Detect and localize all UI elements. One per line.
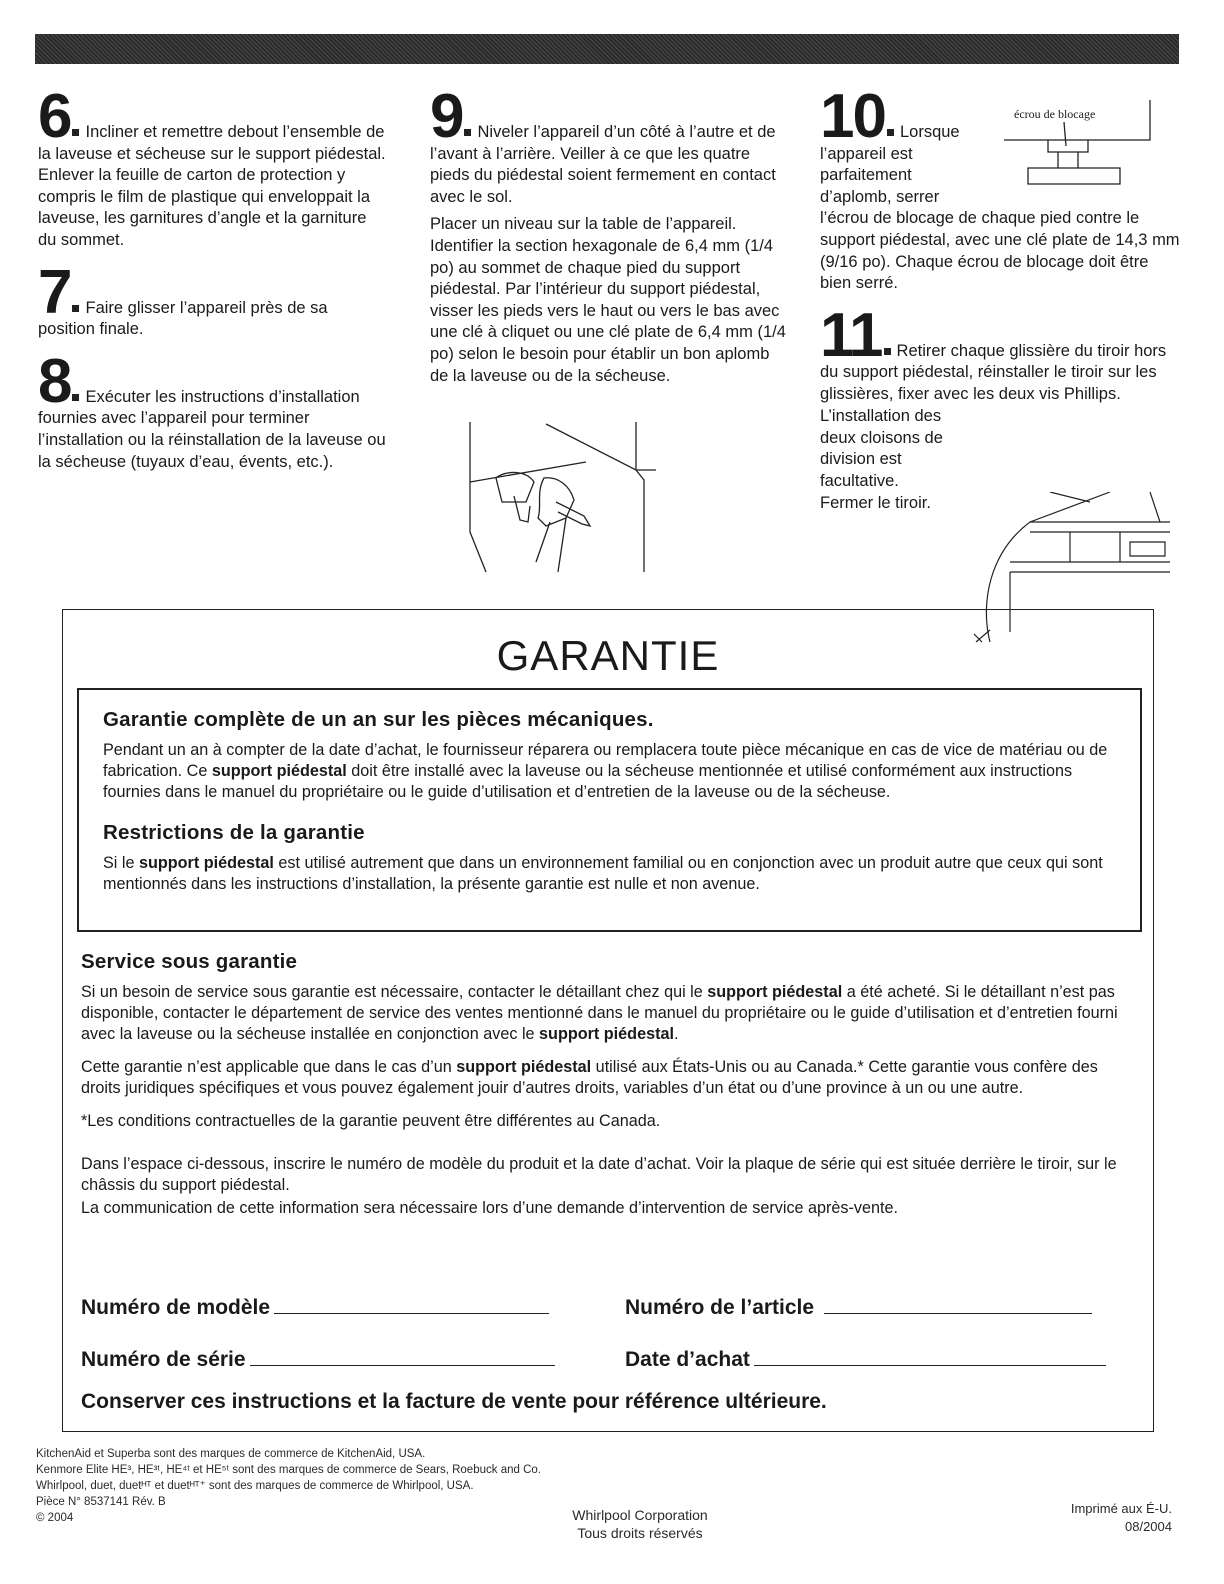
trademark-line: KitchenAid et Superba sont des marques de commerce de KitchenAid, USA.: [36, 1448, 426, 1460]
model-number-field[interactable]: [81, 1291, 549, 1320]
restrictions-heading: Restrictions de la garantie: [103, 821, 365, 844]
support-bold: support piédestal: [539, 1025, 674, 1043]
step-9: [430, 82, 786, 387]
step-text-line: l’appareil est: [820, 144, 913, 163]
steps-column-2: [430, 82, 786, 403]
bullet-icon: [884, 348, 891, 355]
step-text-line: facultative.: [820, 471, 899, 490]
support-bold: support piédestal: [456, 1058, 592, 1076]
warranty-box: [62, 609, 1154, 1432]
step-text: Incliner et remettre debout l’ensemble de la laveuse et sécheuse sur le support piédestal. Enlever la feuille de carton de protection y compris le film de plastique qui enveloppait la laveuse, les garnitures d’angle et la garniture du sommet.: [38, 123, 386, 249]
header-bar: [35, 34, 1179, 64]
serial-label: Numéro de série: [81, 1348, 246, 1371]
bullet-icon: [887, 129, 894, 136]
printed-in: Imprimé aux É-U.: [1070, 1501, 1172, 1516]
record-text-2: La communication de cette information sera nécessaire lors d’une demande d’intervention de service après-vente.: [81, 1199, 899, 1217]
text-part: utilisé aux États-Unis ou au Canada.* Cette garantie vous confère des droits juridiques spécifiques et vous pouvez également jouir d’autres droits, variables d’un état ou d’une province à un ou une autre.: [81, 1058, 1098, 1097]
canada-note: *Les conditions contractuelles de la garantie peuvent être différentes au Canada.: [81, 1112, 661, 1130]
full-warranty-text: [103, 740, 1118, 803]
trademark-line: Kenmore Elite HE³, HE³ᵗ, HE⁴ᵗ et HE⁵ᵗ sont des marques de commerce de Sears, Roebuck and Co.: [36, 1464, 541, 1476]
step-number: 8: [38, 346, 71, 416]
text-part: doit être installé avec la laveuse ou la sécheuse mentionnée et utilisé conformément aux instructions fournies dans le manuel du propriétaire ou le guide d’utilisation et d’entretien de la laveuse ou de la sécheuse.: [103, 762, 1073, 801]
text-part: Pendant un an à compter de la date d’achat, le fournisseur réparera ou remplacera toute pièce mécanique en cas de vice de matériau ou de fabrication. Ce: [103, 741, 1108, 780]
step-text-line: division est: [820, 450, 902, 469]
lock-nut-diagram: [1000, 100, 1160, 190]
service-section: [81, 950, 1131, 1231]
keep-instructions: Conserver ces instructions et la facture de vente pour référence ultérieure.: [81, 1390, 827, 1413]
diagram-label: écrou de blocage: [1014, 107, 1096, 121]
service-heading: Service sous garantie: [81, 950, 298, 973]
text-part: Si le: [103, 854, 139, 872]
step-number: 6: [38, 82, 71, 151]
article-input-line[interactable]: [824, 1291, 1092, 1314]
step-number: 9: [430, 82, 463, 151]
step-text: l’écrou de blocage de chaque pied contre le support piédestal, avec une clé plate de 14,3 mm (9/16 po). Chaque écrou de blocage doit être bien serré.: [820, 209, 1180, 293]
date-input-line[interactable]: [754, 1343, 1106, 1366]
footer-print-info: [1071, 1500, 1172, 1536]
warranty-title: GARANTIE: [496, 632, 720, 679]
text-part: Cette garantie n’est applicable que dans le cas d’un: [81, 1058, 457, 1076]
step-number: 11: [820, 300, 882, 370]
bullet-icon: [464, 129, 471, 136]
step-number: 10: [820, 82, 885, 151]
service-text: [81, 982, 1131, 1045]
step-10: [820, 82, 1180, 295]
support-bold: support piédestal: [707, 983, 843, 1001]
step-text-2: Placer un niveau sur la table de l’appareil. Identifier la section hexagonale de 6,4 mm (1/4 po) au sommet de chaque pied du support piédestal. Par l’intérieur du support piédestal, visser les pieds vers le haut ou vers le bas avec une clé à cliquet ou une clé plate de 6,4 mm (1/4 po) selon le besoin pour établir un bon aplomb de la laveuse ou de la sécheuse.: [430, 215, 786, 385]
part-number: Pièce N° 8537141 Rév. B: [36, 1496, 166, 1508]
scope-text: [81, 1057, 1131, 1099]
footer-company: [560, 1506, 720, 1542]
step-text-line: d’aplomb, serrer: [820, 187, 940, 206]
article-label: Numéro de l’article: [625, 1296, 815, 1319]
step-text-lead: Lorsque: [899, 123, 960, 141]
text-part: a été acheté. Si le détaillant n’est pas disponible, contacter le département de service des ventes mentionné dans le manuel du propriétaire ou le guide d’utilisation et d’entretien fourni avec la laveuse ou la sécheuse installée en conjonction avec le: [81, 983, 1118, 1043]
model-input-line[interactable]: [274, 1291, 549, 1314]
bullet-icon: [72, 129, 79, 136]
step-text: Retirer chaque glissière du tiroir hors du support piédestal, réinstaller le tiroir sur les glissières, fixer avec les deux vis Phillips.: [820, 341, 1167, 403]
text-part: .: [673, 1025, 679, 1043]
step-text-line: L’installation des: [820, 407, 942, 426]
step-text-line: parfaitement: [820, 166, 912, 185]
serial-input-line[interactable]: [250, 1343, 555, 1366]
record-text: Dans l’espace ci-dessous, inscrire le numéro de modèle du produit et la date d’achat. Voir la plaque de série qui est située derrière le tiroir, sur le châssis du support piédestal.: [81, 1155, 1117, 1194]
step-text: Exécuter les instructions d’installation fournies avec l’appareil pour terminer l’installation ou la réinstallation de la laveuse ou la sécheuse (tuyaux d’eau, évents, etc.).: [38, 387, 386, 471]
copyright: © 2004: [36, 1512, 74, 1524]
footer-trademarks: [36, 1446, 541, 1526]
step-11: [820, 300, 1180, 514]
bullet-icon: [72, 305, 79, 312]
rights-text: Tous droits réservés: [577, 1525, 703, 1541]
text-part: est utilisé autrement que dans un environnement familial ou en conjonction avec un produit autre que ceux qui sont mentionnés dans les instructions d’installation, la présente garantie est nulle et non avenue.: [103, 854, 1103, 893]
text-part: Si un besoin de service sous garantie est nécessaire, contacter le détaillant chez qui le: [81, 983, 708, 1001]
bullet-icon: [72, 394, 79, 401]
support-bold: support piédestal: [211, 762, 347, 780]
full-warranty-heading: Garantie complète de un an sur les pièces mécaniques.: [103, 708, 654, 731]
step-text-line: deux cloisons de: [820, 428, 943, 447]
model-label: Numéro de modèle: [81, 1296, 271, 1319]
steps-column-1: [38, 82, 388, 489]
step-6: [38, 82, 388, 252]
leveling-wrench-illustration: [466, 422, 656, 572]
steps-column-3: [820, 82, 1180, 530]
serial-number-field[interactable]: [81, 1343, 555, 1372]
lock-nut-icon: [1000, 100, 1160, 190]
print-date: 08/2004: [1125, 1519, 1172, 1534]
trademark-line: Whirlpool, duet, duetᴴᵀ et duetᴴᵀ⁺ sont des marques de commerce de Whirlpool, USA.: [36, 1480, 474, 1492]
step-7: [38, 257, 388, 341]
full-warranty-box: [77, 688, 1142, 932]
support-bold: support piédestal: [139, 854, 274, 872]
restrictions-text: [103, 853, 1118, 895]
step-8: [38, 346, 388, 473]
step-text: Faire glisser l’appareil près de sa position finale.: [38, 298, 328, 339]
date-label: Date d’achat: [625, 1348, 750, 1371]
step-text-line: Fermer le tiroir.: [820, 493, 931, 512]
company-name: Whirlpool Corporation: [572, 1507, 708, 1523]
purchase-date-field[interactable]: [625, 1343, 1106, 1372]
step-number: 7: [38, 257, 71, 327]
article-number-field[interactable]: [625, 1291, 1092, 1320]
step-text: Niveler l’appareil d’un côté à l’autre et de l’avant à l’arrière. Veiller à ce que les quatre pieds du piédestal soient fermement en contact avec le sol.: [430, 123, 776, 206]
